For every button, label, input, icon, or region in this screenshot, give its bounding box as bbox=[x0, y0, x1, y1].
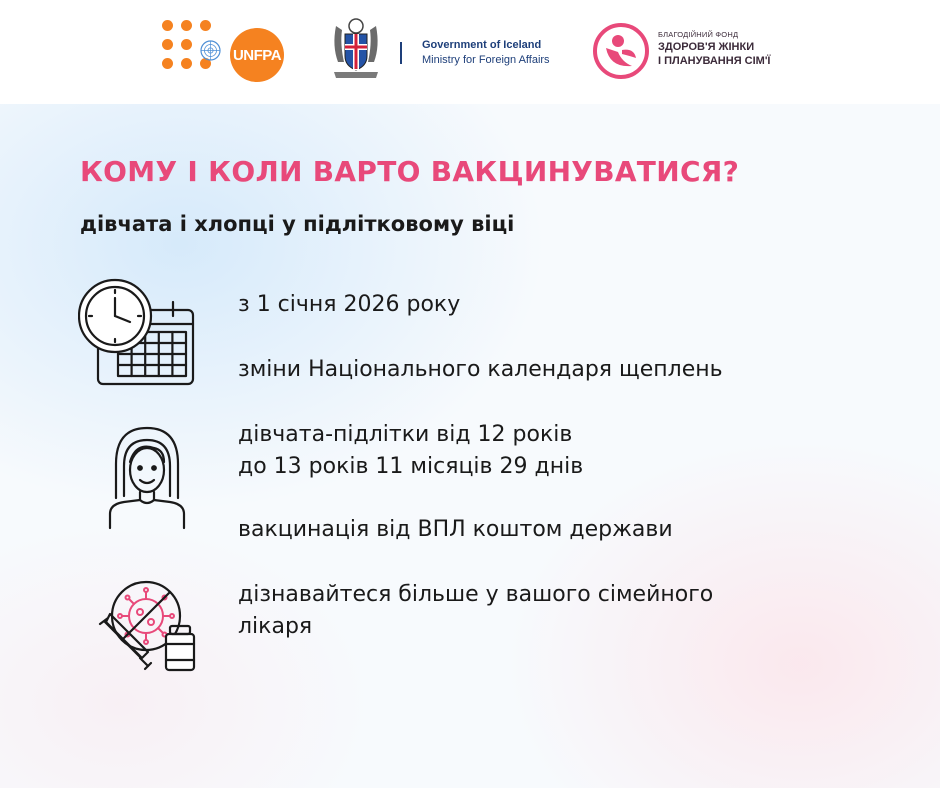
clock-calendar-icon bbox=[78, 276, 198, 388]
item-calendar-change-line: зміни Національного календаря щеплень bbox=[238, 357, 723, 382]
iceland-crest-icon bbox=[330, 16, 382, 80]
item-date-line: з 1 січня 2026 року bbox=[238, 292, 461, 317]
item-doctor-line2: лікаря bbox=[238, 614, 313, 639]
girl-icon bbox=[106, 420, 188, 530]
foundation-emblem-icon bbox=[592, 22, 650, 80]
item-girls-age-line2: до 13 років 11 місяців 29 днів bbox=[238, 454, 584, 479]
logo-header bbox=[0, 0, 940, 104]
foundation-small-text: БЛАГОДІЙНИЙ ФОНД bbox=[658, 30, 739, 39]
iceland-government-text: Government of Iceland bbox=[422, 39, 542, 51]
iceland-ministry-text: Ministry for Foreign Affairs bbox=[422, 54, 550, 66]
foundation-name-line1: ЗДОРОВ'Я ЖІНКИ bbox=[658, 41, 755, 53]
item-doctor-line1: дізнавайтеся більше у вашого сімейного bbox=[238, 582, 714, 607]
item-girls-age-line1: дівчата-підлітки від 12 років bbox=[238, 422, 573, 447]
un-emblem-icon bbox=[200, 40, 221, 61]
page-subtitle: дівчата і хлопці у підлітковому віці bbox=[80, 212, 515, 236]
logo-divider bbox=[400, 42, 402, 64]
unfpa-wordmark: UNFPA bbox=[230, 28, 284, 82]
item-hpv-vaccination-line: вакцинація від ВПЛ коштом держави bbox=[238, 517, 673, 542]
vaccine-icon bbox=[96, 574, 200, 674]
page-title: КОМУ І КОЛИ ВАРТО ВАКЦИНУВАТИСЯ? bbox=[80, 155, 740, 188]
foundation-name-line2: І ПЛАНУВАННЯ СІМ'Ї bbox=[658, 55, 771, 67]
